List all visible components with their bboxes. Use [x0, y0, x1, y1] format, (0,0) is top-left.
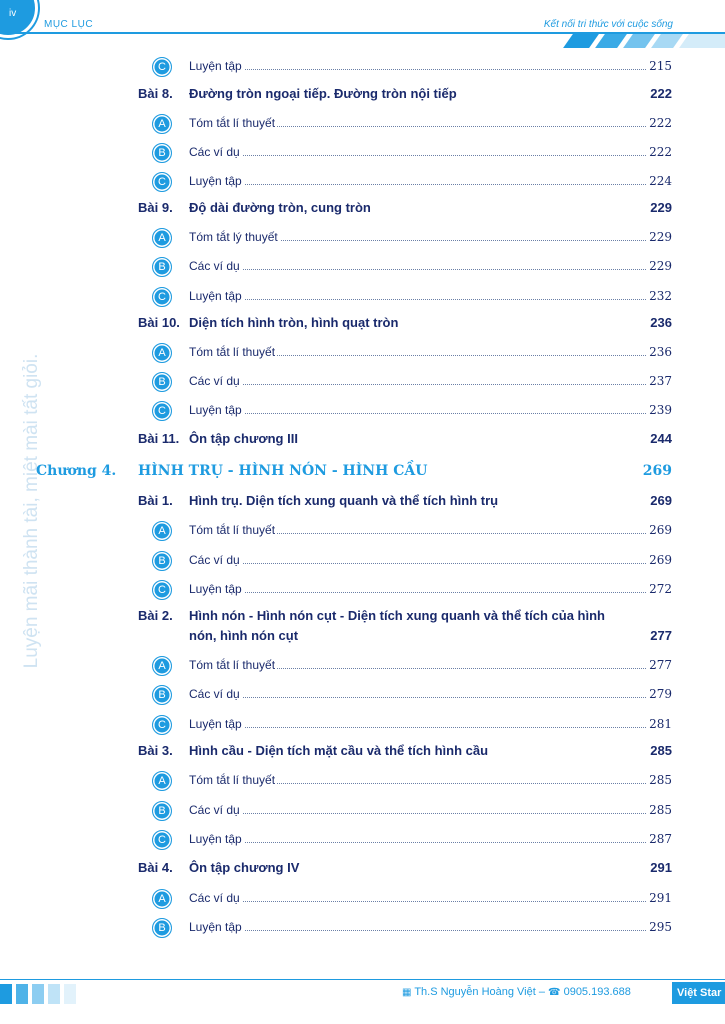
toc-subentry[interactable]	[0, 171, 725, 191]
lesson-label: Bài 9.	[138, 200, 173, 215]
toc-lesson[interactable]	[0, 313, 725, 333]
document-icon: ▦	[402, 987, 412, 998]
section-marker: B	[152, 372, 172, 392]
dot-leader	[189, 842, 672, 843]
subentry-page: 285	[649, 773, 672, 787]
subentry-page: 291	[649, 891, 672, 905]
lesson-page: 222	[650, 86, 672, 101]
toc-lesson[interactable]	[0, 741, 725, 761]
toc-subentry[interactable]	[0, 342, 725, 362]
subentry-page: 237	[649, 374, 672, 388]
dot-leader	[189, 813, 672, 814]
chapter-title: HÌNH TRỤ - HÌNH NÓN - HÌNH CẦU	[138, 463, 428, 479]
header-left-title: MỤC LỤC	[44, 19, 94, 30]
header-stripes	[560, 34, 725, 48]
lesson-page: 269	[650, 493, 672, 508]
subentry-title: Luyện tập	[189, 403, 242, 417]
dot-leader	[189, 299, 672, 300]
lesson-title: Độ dài đường tròn, cung tròn	[189, 200, 371, 215]
toc-lesson[interactable]	[0, 858, 725, 878]
lesson-label: Bài 1.	[138, 493, 173, 508]
subentry-page: 229	[649, 259, 672, 273]
toc-subentry[interactable]	[0, 655, 725, 675]
toc-subentry[interactable]	[0, 714, 725, 734]
lesson-label: Bài 4.	[138, 860, 173, 875]
lesson-title: Ôn tập chương IV	[189, 860, 300, 875]
toc-subentry[interactable]	[0, 286, 725, 306]
lesson-title: Ôn tập chương III	[189, 431, 298, 446]
subentry-title: Luyện tập	[189, 59, 242, 73]
lesson-title: Hình nón - Hình nón cụt - Diện tích xung quanh và thể tích của hình	[189, 608, 605, 623]
subentry-title: Tóm tắt lí thuyết	[189, 116, 276, 130]
page-number: iv	[9, 8, 17, 19]
dot-leader	[189, 563, 672, 564]
toc-subentry[interactable]	[0, 113, 725, 133]
chapter-page: 269	[642, 463, 672, 479]
section-marker: A	[152, 889, 172, 909]
lesson-title: Diện tích hình tròn, hình quạt tròn	[189, 315, 399, 330]
subentry-title: Luyện tập	[189, 717, 242, 731]
chapter-label: Chương 4.	[36, 463, 117, 479]
header-right-title: Kết nối tri thức với cuộc sống	[543, 19, 673, 30]
lesson-title: Hình cầu - Diện tích mặt cầu và thể tích hình cầu	[189, 743, 489, 758]
toc-lesson[interactable]	[0, 606, 725, 648]
footer-author: Th.S Nguyễn Hoàng Việt	[414, 986, 536, 998]
lesson-page: 229	[650, 200, 672, 215]
subentry-page: 232	[649, 289, 672, 303]
toc-lesson[interactable]	[0, 84, 725, 104]
section-marker: C	[152, 287, 172, 307]
section-marker: B	[152, 918, 172, 938]
toc-lesson[interactable]	[0, 491, 725, 511]
section-marker: C	[152, 57, 172, 77]
subentry-page: 295	[649, 920, 672, 934]
lesson-page: 285	[650, 743, 672, 758]
side-motto: Luyện mãi thành tài, miệt mài tất giỏi.	[21, 353, 42, 669]
subentry-title: Các ví dụ	[189, 374, 240, 388]
dot-leader	[189, 592, 672, 593]
subentry-page: 285	[649, 803, 672, 817]
toc-subentry[interactable]	[0, 917, 725, 937]
lesson-label: Bài 3.	[138, 743, 173, 758]
dot-leader	[189, 727, 672, 728]
subentry-title: Các ví dụ	[189, 803, 240, 817]
subentry-page: 287	[649, 832, 672, 846]
dot-leader	[189, 697, 672, 698]
lesson-title-continued: nón, hình nón cụt	[189, 628, 299, 643]
toc-chapter[interactable]	[0, 462, 725, 482]
lesson-label: Bài 8.	[138, 86, 173, 101]
lesson-label: Bài 2.	[138, 608, 173, 623]
section-marker: A	[152, 228, 172, 248]
toc-subentry[interactable]	[0, 227, 725, 247]
toc-subentry[interactable]	[0, 56, 725, 76]
section-marker: B	[152, 257, 172, 277]
subentry-page: 281	[649, 717, 672, 731]
section-marker: C	[152, 830, 172, 850]
subentry-page: 222	[649, 145, 672, 159]
toc-subentry[interactable]	[0, 800, 725, 820]
toc-lesson[interactable]	[0, 198, 725, 218]
toc-subentry[interactable]	[0, 256, 725, 276]
subentry-title: Các ví dụ	[189, 259, 240, 273]
lesson-label: Bài 11.	[138, 431, 180, 446]
footer-rule	[0, 979, 725, 980]
section-marker: A	[152, 771, 172, 791]
subentry-page: 215	[649, 59, 672, 73]
dot-leader	[189, 413, 672, 414]
toc-lesson[interactable]	[0, 429, 725, 449]
toc-subentry[interactable]	[0, 888, 725, 908]
dot-leader	[189, 69, 672, 70]
lesson-page: 244	[650, 431, 672, 446]
subentry-page: 279	[649, 687, 672, 701]
subentry-title: Các ví dụ	[189, 891, 240, 905]
subentry-title: Các ví dụ	[189, 145, 240, 159]
subentry-page: 269	[649, 553, 672, 567]
lesson-page: 277	[650, 628, 672, 643]
subentry-title: Luyện tập	[189, 174, 242, 188]
subentry-page: 236	[649, 345, 672, 359]
subentry-page: 224	[649, 174, 672, 188]
dot-leader	[189, 155, 672, 156]
subentry-page: 239	[649, 403, 672, 417]
lesson-page: 291	[650, 860, 672, 875]
footer-separator: –	[538, 986, 545, 998]
lesson-title: Hình trụ. Diện tích xung quanh và thể tích hình trụ	[189, 493, 499, 508]
section-marker: A	[152, 114, 172, 134]
subentry-title: Tóm tắt lí thuyết	[189, 523, 276, 537]
toc-subentry[interactable]	[0, 371, 725, 391]
section-marker: A	[152, 521, 172, 541]
lesson-title: Đường tròn ngoại tiếp. Đường tròn nội tiếp	[189, 86, 457, 101]
subentry-title: Luyện tập	[189, 582, 242, 596]
toc-subentry[interactable]	[0, 770, 725, 790]
subentry-title: Tóm tắt lí thuyết	[189, 658, 276, 672]
lesson-page: 236	[650, 315, 672, 330]
subentry-title: Luyện tập	[189, 920, 242, 934]
subentry-title: Các ví dụ	[189, 553, 240, 567]
toc-subentry[interactable]	[0, 829, 725, 849]
section-marker: C	[152, 172, 172, 192]
section-marker: B	[152, 551, 172, 571]
footer-brand: Việt Star	[672, 982, 725, 1004]
subentry-page: 222	[649, 116, 672, 130]
section-marker: B	[152, 801, 172, 821]
section-marker: C	[152, 715, 172, 735]
toc-subentry[interactable]	[0, 550, 725, 570]
toc-subentry[interactable]	[0, 520, 725, 540]
footer-credit	[402, 986, 631, 998]
subentry-page: 269	[649, 523, 672, 537]
section-marker: A	[152, 343, 172, 363]
dot-leader	[189, 384, 672, 385]
section-marker: A	[152, 656, 172, 676]
toc-subentry[interactable]	[0, 400, 725, 420]
lesson-label: Bài 10.	[138, 315, 180, 330]
subentry-title: Tóm tắt lí thuyết	[189, 773, 276, 787]
toc-subentry[interactable]	[0, 579, 725, 599]
section-marker: B	[152, 143, 172, 163]
phone-icon: ☎	[548, 987, 561, 998]
subentry-title: Tóm tắt lý thuyết	[189, 230, 278, 244]
subentry-page: 272	[649, 582, 672, 596]
subentry-title: Luyện tập	[189, 832, 242, 846]
toc-subentry[interactable]	[0, 684, 725, 704]
dot-leader	[189, 269, 672, 270]
footer-phone: 0905.193.688	[563, 986, 631, 998]
section-marker: B	[152, 685, 172, 705]
subentry-title: Tóm tắt lí thuyết	[189, 345, 276, 359]
dot-leader	[189, 930, 672, 931]
subentry-title: Luyện tập	[189, 289, 242, 303]
subentry-title: Các ví dụ	[189, 687, 240, 701]
footer-blocks	[0, 984, 90, 1004]
subentry-page: 277	[649, 658, 672, 672]
dot-leader	[189, 901, 672, 902]
section-marker: C	[152, 580, 172, 600]
subentry-page: 229	[649, 230, 672, 244]
section-marker: C	[152, 401, 172, 421]
toc-subentry[interactable]	[0, 142, 725, 162]
dot-leader	[189, 184, 672, 185]
